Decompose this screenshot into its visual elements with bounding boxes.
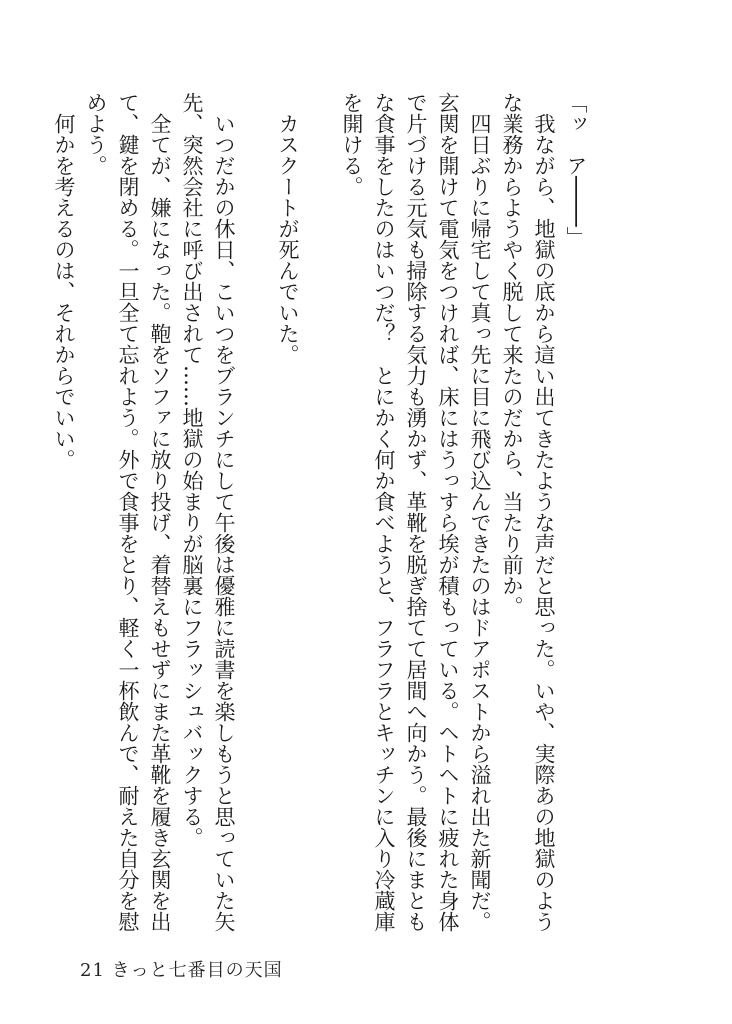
vertical-text-body (48, 92, 592, 942)
book-title: きっと七番目の天国 (111, 960, 283, 981)
page-footer (80, 956, 283, 982)
paragraph: 四日ぶりに帰宅して真っ先に目に飛び込んできたのはドアポストから溢れ出た新聞だ。玄関を開けて電気をつければ、床にはうっすら埃が積もっている。ヘトヘトに疲れた身体で片づける元気も掃除する気力も湧かず、革靴を脱ぎ捨てて居間へ向かう。最後にまともな食事をしたのはいつだ？ とにかく何か食べようと、フラフラとキッチンに入り冷蔵庫を開ける。 (340, 92, 492, 932)
blank-line (304, 92, 336, 942)
paragraph: 我ながら、地獄の底から這い出てきたような声だと思った。いや、実際あの地獄のような業務からようやく脱して来たのだから、当たり前か。 (500, 92, 556, 932)
paragraph: いつだかの休日、こいつをブランチにして午後は優雅に読書を楽しもうと思っていた矢先、突然会社に呼び出されて……地獄の始まりが脳裏にフラッシュバックする。 (180, 92, 236, 932)
paragraph: 全てが、嫌になった。鞄をソファに放り投げ、着替えもせずにまた革靴を履き玄関を出て、鍵を閉める。一旦全て忘れよう。外で食事をとり、軽く一杯飲んで、耐えた自分を慰めよう。 (84, 92, 172, 932)
paragraph: 何かを考えるのは、それからでいい。 (52, 113, 76, 470)
paragraph-dialog: 「ッ ア────」 (564, 92, 588, 248)
blank-line (240, 92, 272, 942)
page-number: 21 (80, 960, 105, 981)
paragraph: カスクートが死んでいた。 (276, 113, 300, 365)
